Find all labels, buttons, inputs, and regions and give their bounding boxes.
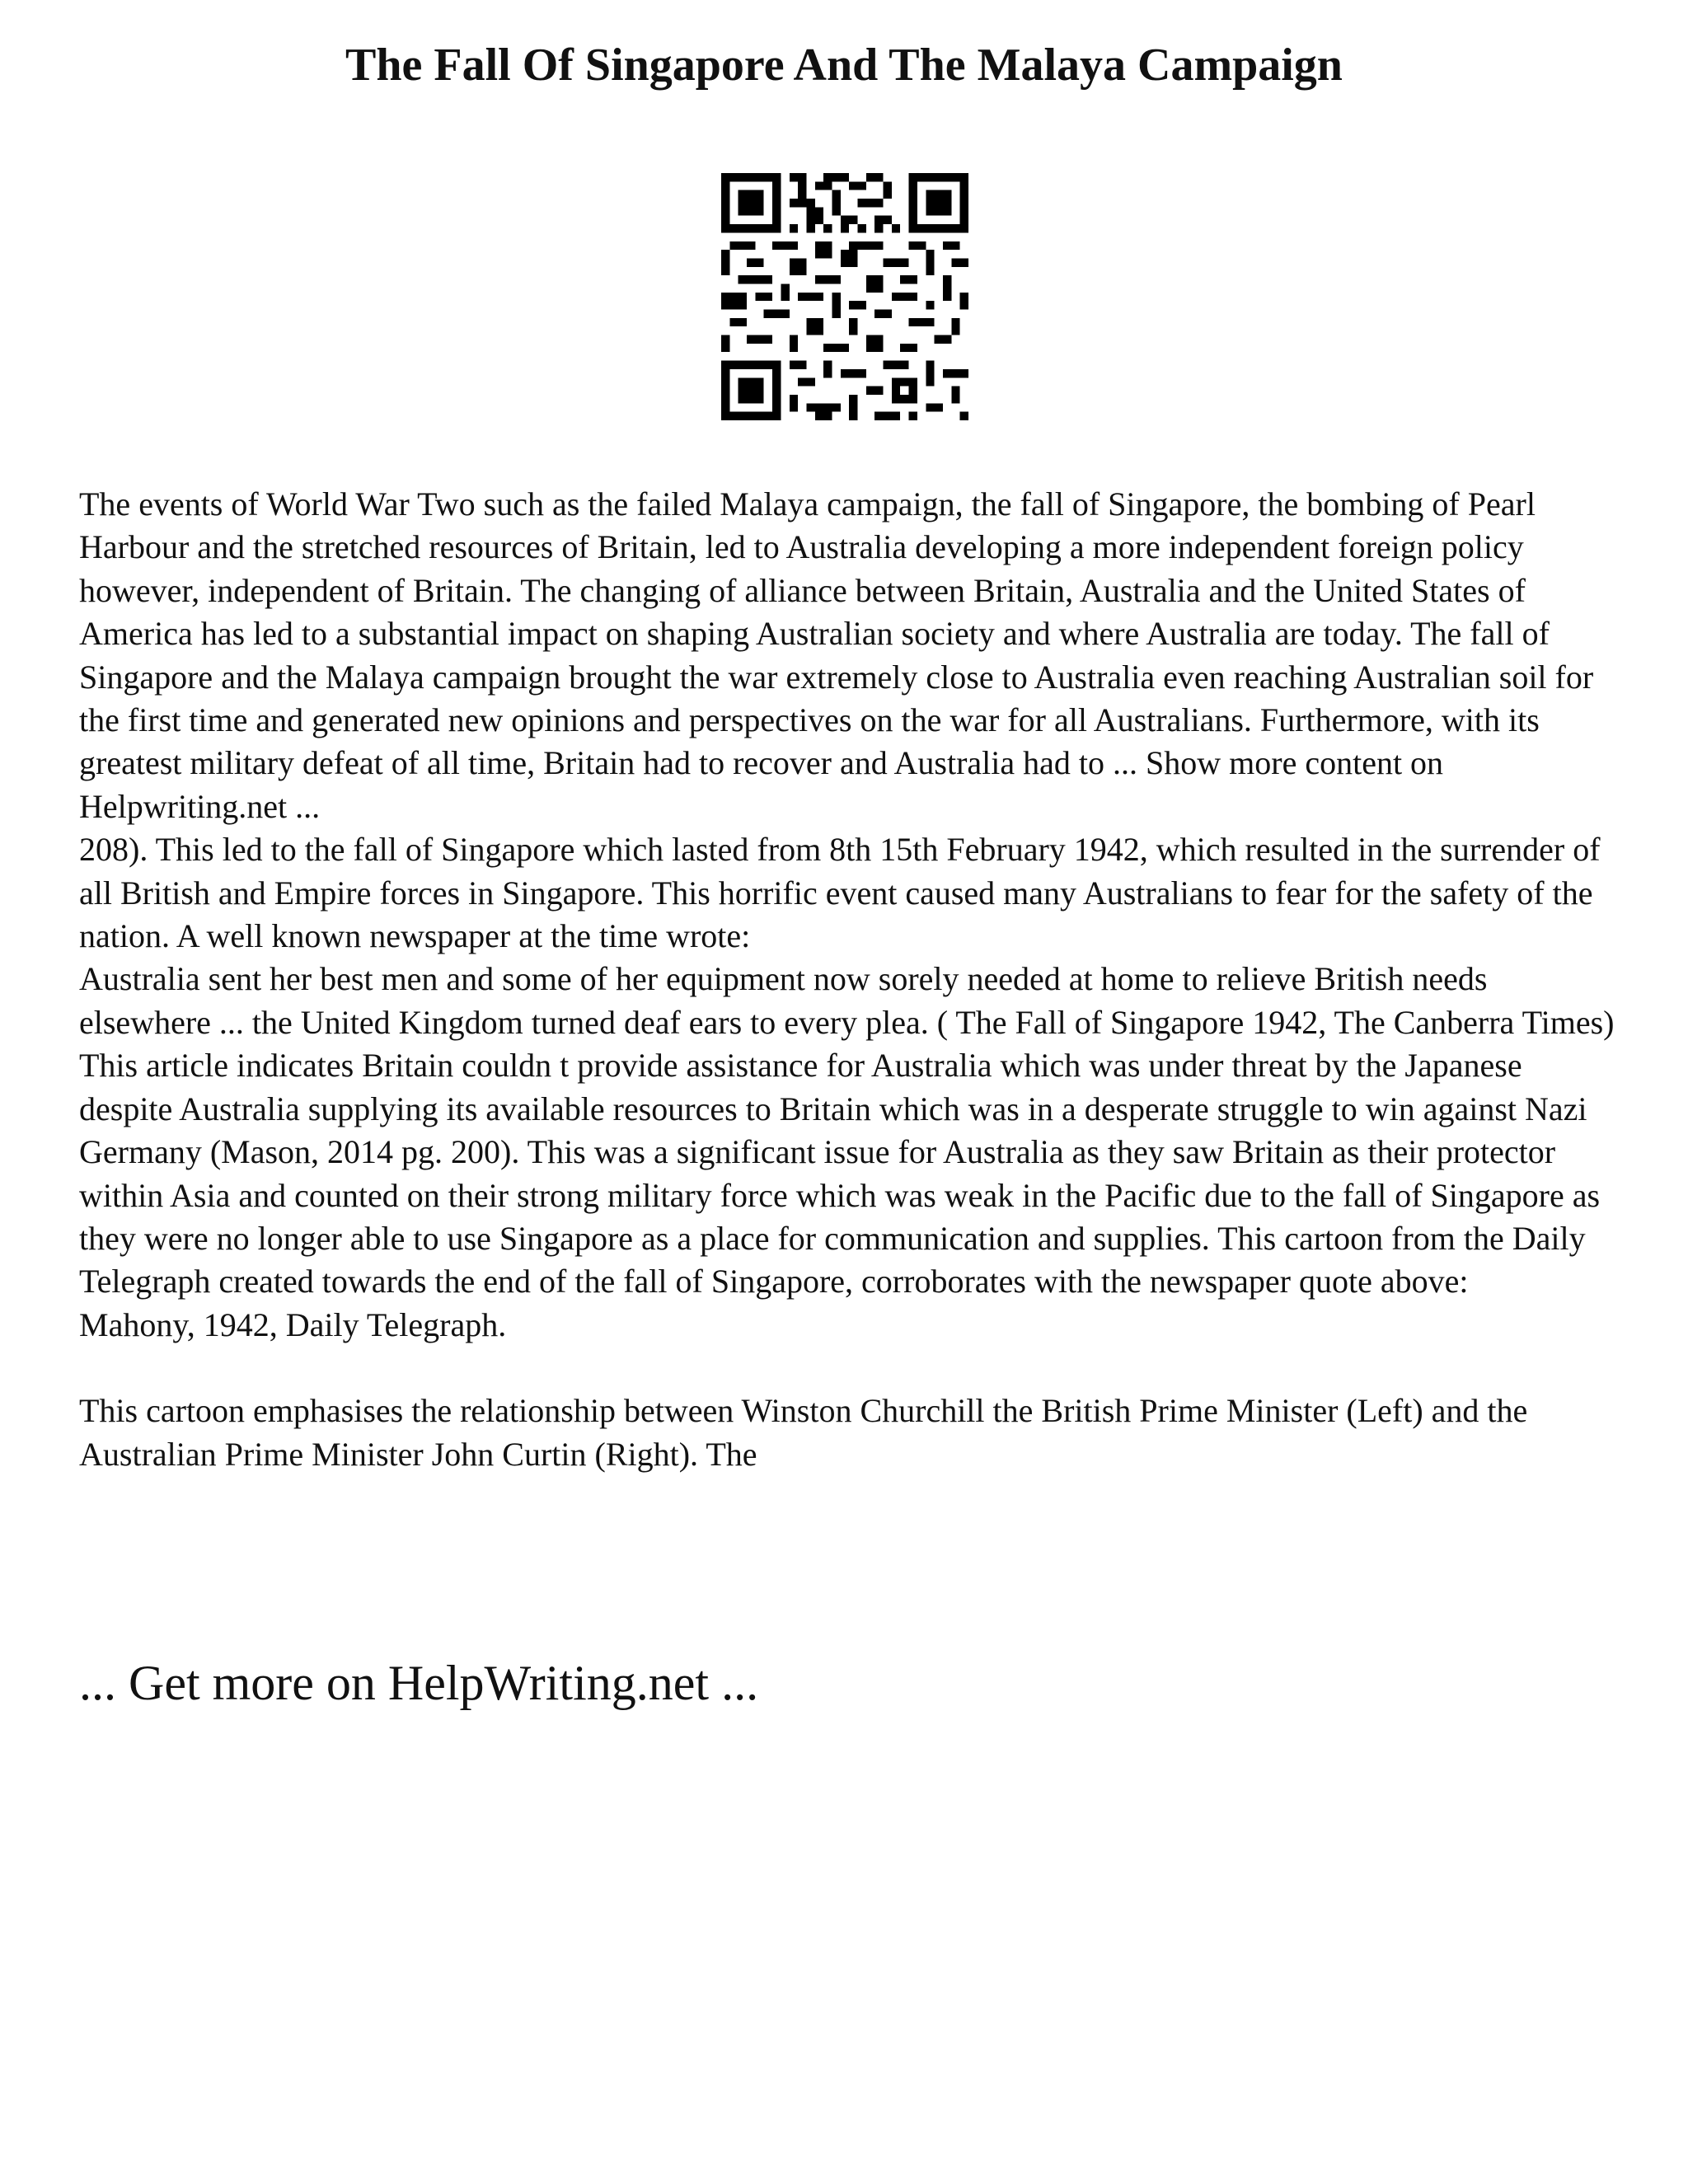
paragraph-singapore-fall: 208). This led to the fall of Singapore which lasted from 8th 15th February 1942, which resulted in the surrender of all British and Empire forces in Singapore. This horrific event caused many Australians to fear for the safety of the nation. A well known newspaper at the time wrote: [79,831,1601,955]
paragraph-newspaper-quote: Australia sent her best men and some of her equipment now sorely needed at home to relieve British needs elsewhere ... the United Kingdom turned deaf ears to every plea. ( The Fall of Singapore 1942, The Canberra Times) [79,960,1615,1041]
paragraph-intro: The events of World War Two such as the failed Malaya campaign, the fall of Singapore, the bombing of Pearl Harbour and the stretched resources of Britain, led to Australia developing a more independent foreign policy however, independent of Britain. The changing of alliance between Britain, Australia and the United States of America has led to a substantial impact on shaping Australian society and where Australia are today. The fall of Singapore and the Malaya campaign brought the war extremely close to Australia even reaching Australian soil for the first time and generated new opinions and perspectives on the war for all Australians. Furthermore, with its greatest military defeat of all time, Britain had to recover and Australia had to ... Show more content on Helpwriting.net ... [79,485,1594,825]
qr-code-icon [721,173,968,420]
paragraph-cartoon-citation: Mahony, 1942, Daily Telegraph. [79,1305,507,1343]
get-more-link[interactable]: ... Get more on HelpWriting.net ... [79,1656,759,1710]
paragraph-cartoon-description: This cartoon emphasises the relationship between Winston Churchill the British Prime Minister (Left) and the Australian Prime Minister John Curtin (Right). The [79,1392,1528,1473]
paragraph-spacer [79,1347,1620,1390]
article-body [79,483,1620,1476]
paragraph-article-analysis: This article indicates Britain couldn t provide assistance for Australia which was under threat by the Japanese despite Australia supplying its available resources to Britain which was in a desperate struggle to win against Nazi Germany (Mason, 2014 pg. 200). This was a significant issue for Australia as they saw Britain as their protector within Asia and counted on their strong military force which was weak in the Pacific due to the fall of Singapore as they were no longer able to use Singapore as a place for communication and supplies. This cartoon from the Daily Telegraph created towards the end of the fall of Singapore, corroborates with the newspaper quote above: [79,1047,1601,1301]
document-title: The Fall Of Singapore And The Malaya Campaign [345,40,1343,91]
